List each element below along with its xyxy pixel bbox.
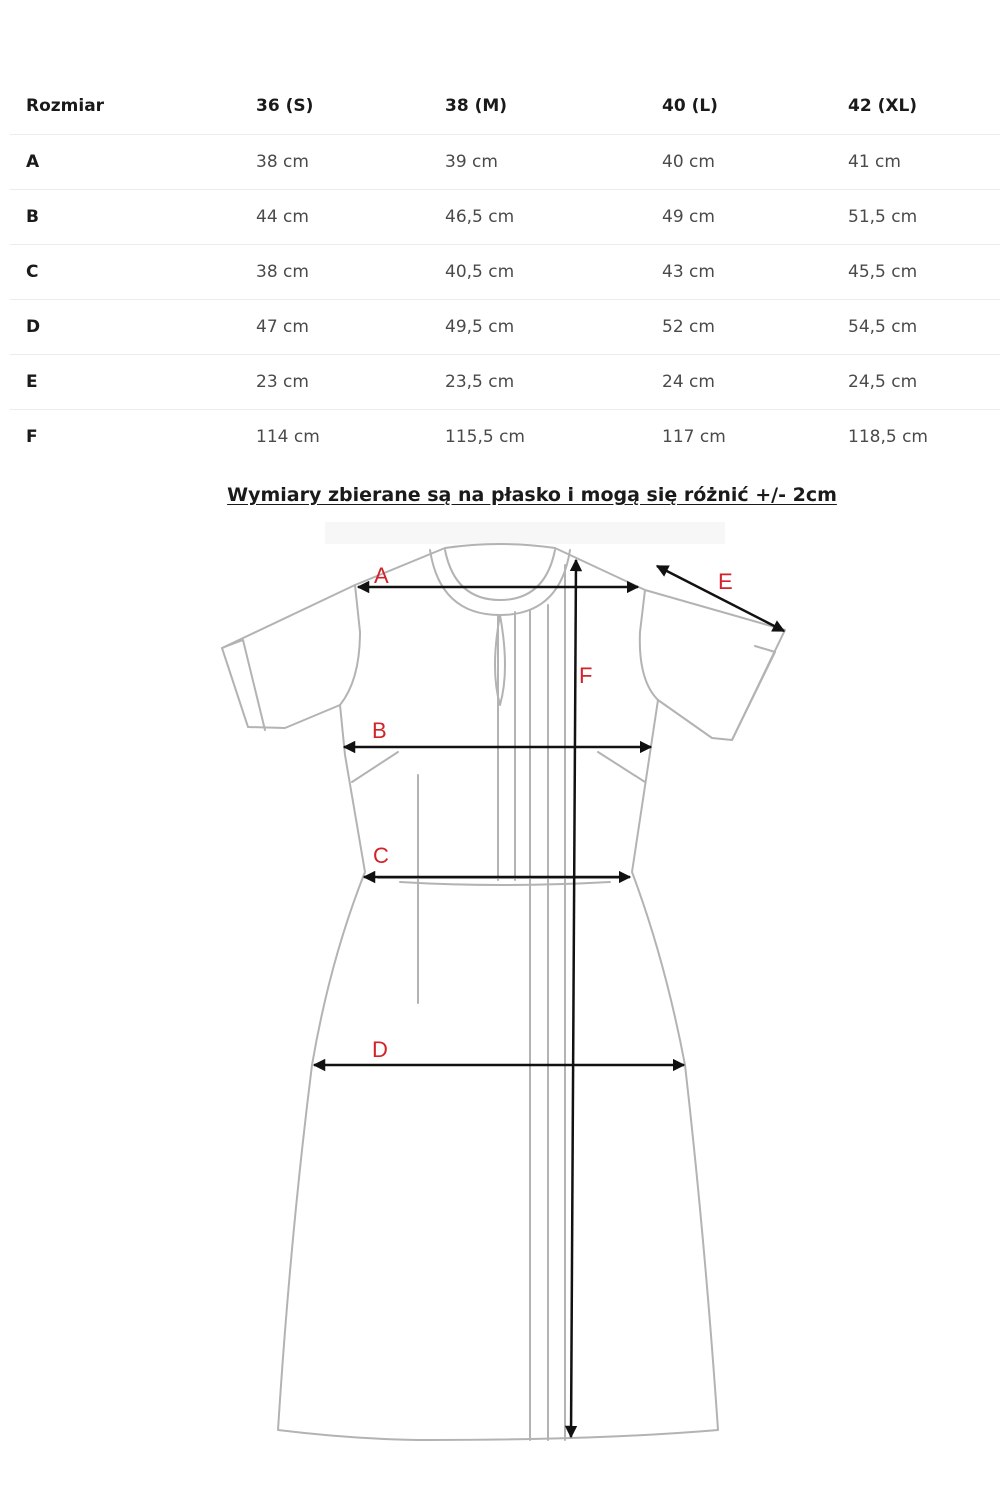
table-cell: 52 cm: [662, 316, 715, 337]
table-cell: 24,5 cm: [848, 371, 918, 392]
column-header: 36 (S): [256, 96, 314, 117]
table-cell: 114 cm: [256, 426, 320, 447]
table-cell: 47 cm: [256, 316, 309, 337]
column-header: 42 (XL): [848, 96, 918, 117]
label-a: A: [374, 563, 389, 588]
row-label: D: [26, 316, 41, 337]
measurement-labels: [372, 563, 733, 1062]
table-cell: 23 cm: [256, 371, 309, 392]
table-cell: 43 cm: [662, 261, 715, 282]
dress-outline: [222, 522, 785, 1440]
table-cell: 38 cm: [256, 261, 309, 282]
table-cell: 118,5 cm: [848, 426, 928, 447]
table-cell: 51,5 cm: [848, 206, 918, 227]
row-label: F: [26, 426, 38, 447]
row-label: B: [26, 206, 39, 227]
column-header: Rozmiar: [26, 96, 105, 117]
row-label: A: [26, 151, 40, 172]
label-d: D: [372, 1037, 388, 1062]
row-label: C: [26, 261, 39, 282]
column-header: 40 (L): [662, 96, 718, 117]
label-b: B: [372, 718, 387, 743]
table-cell: 49,5 cm: [445, 316, 515, 337]
label-c: C: [373, 843, 389, 868]
table-cell: 41 cm: [848, 151, 901, 172]
table-cell: 49 cm: [662, 206, 715, 227]
column-header: 38 (M): [445, 96, 508, 117]
row-label: E: [26, 371, 38, 392]
table-cell: 40 cm: [662, 151, 715, 172]
table-cell: 117 cm: [662, 426, 726, 447]
table-cell: 40,5 cm: [445, 261, 515, 282]
table-cell: 54,5 cm: [848, 316, 918, 337]
table-cell: 115,5 cm: [445, 426, 525, 447]
table-cell: 45,5 cm: [848, 261, 918, 282]
table-cell: 44 cm: [256, 206, 309, 227]
label-f: F: [579, 663, 593, 688]
label-e: E: [718, 569, 733, 594]
table-cell: 39 cm: [445, 151, 498, 172]
table-cell: 23,5 cm: [445, 371, 515, 392]
table-cell: 38 cm: [256, 151, 309, 172]
table-cell: 46,5 cm: [445, 206, 515, 227]
measurement-note: Wymiary zbierane są na płasko i mogą się różnić +/- 2cm: [227, 484, 837, 506]
arrow-f: [571, 560, 576, 1437]
table-cell: 24 cm: [662, 371, 715, 392]
